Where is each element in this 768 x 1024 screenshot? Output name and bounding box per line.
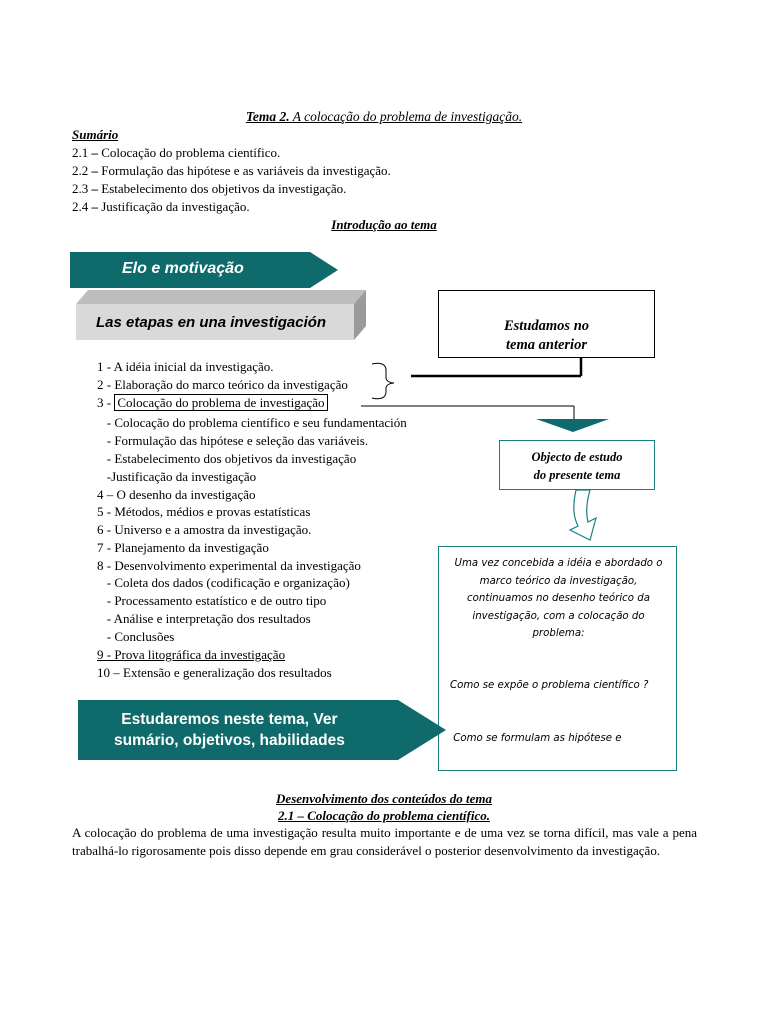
note-line: Como se expõe o problema científico ? <box>450 680 649 691</box>
note-line: continuamos no desenho teórico da <box>467 593 650 604</box>
step-item: - Processamento estatístico e de outro tipo <box>97 593 327 608</box>
intro-heading: Introdução ao tema <box>331 217 437 232</box>
step-item: -Justificação da investigação <box>97 469 257 484</box>
summary-item: 2.1 – Colocação do problema científico. <box>72 145 281 160</box>
estudaremos-arrow <box>78 700 448 760</box>
development-subheading: 2.1 – Colocação do problema científico. <box>278 808 490 823</box>
step-item: 4 – O desenho da investigação <box>97 487 256 502</box>
step-item: 3 - Colocação do problema de investigação <box>97 394 328 411</box>
step-item: 6 - Universo e a amostra da investigação. <box>97 522 312 537</box>
estudamos-line-2: tema anterior <box>506 337 587 353</box>
step-item: 8 - Desenvolvimento experimental da investigação <box>97 558 361 573</box>
estudaremos-line-2: sumário, objetivos, habilidades <box>114 732 345 749</box>
step-item: 7 - Planejamento da investigação <box>97 540 269 555</box>
estudaremos-line-1: Estudaremos neste tema, Ver <box>121 711 338 728</box>
title-text: A colocação do problema de investigação. <box>289 109 523 124</box>
step-item: 2 - Elaboração do marco teórico da investigação <box>97 377 348 392</box>
note-line: investigação, com a colocação do <box>472 610 645 622</box>
step-item: - Conclusões <box>97 629 175 644</box>
summary-item: 2.2 – Formulação das hipótese e as variáveis da investigação. <box>72 163 391 178</box>
note-line: problema: <box>532 628 585 639</box>
note-line: Como se formulam as hipótese e <box>450 732 622 744</box>
objecto-line-1: Objecto de estudo <box>531 450 623 464</box>
note-box <box>438 546 677 771</box>
objecto-line-2: do presente tema <box>533 468 621 482</box>
objecto-box <box>499 440 655 490</box>
title-topic: Tema 2. <box>245 109 290 124</box>
step-item: - Colocação do problema científico e seu fundamentación <box>97 415 407 430</box>
summary-item: 2.4 – Justificação da investigação. <box>72 199 250 214</box>
step-item: - Análise e interpretação dos resultados <box>97 611 311 626</box>
step-item: - Estabelecimento dos objetivos da investigação <box>97 451 357 466</box>
note-line: Uma vez concebida a idéia e abordado o <box>454 558 663 569</box>
step3-boxed: Colocação do problema de investigação <box>114 394 327 411</box>
step-item: - Coleta dos dados (codificação e organização) <box>97 575 350 590</box>
development-heading: Desenvolvimento dos conteúdos do tema <box>276 791 492 806</box>
estudamos-line-1: Estudamos no <box>503 318 590 334</box>
step-item: 10 – Extensão e generalização dos resultados <box>97 665 332 680</box>
elo-label: Elo e motivação <box>122 260 244 277</box>
step-item: 5 - Métodos, médios e provas estatísticas <box>97 504 311 519</box>
summary-item: 2.3 – Estabelecimento dos objetivos da investigação. <box>72 181 347 196</box>
note-line: marco teórico da investigação, <box>479 575 638 587</box>
development-paragraph: A colocação do problema de uma investigação resulta muito importante e de uma vez se torna difícil, mas vale a pena trabalhá-lo rigorosamente pois disso depende em grau considerável o posterior desenvolvimento da investigação. <box>72 825 697 858</box>
etapas-label: Las etapas en una investigación <box>96 314 327 331</box>
step-item: 9 - Prova litográfica da investigação <box>97 647 286 662</box>
summary-heading: Sumário <box>72 127 119 142</box>
step-item: - Formulação das hipótese e seleção das variáveis. <box>97 433 369 448</box>
step-item: 1 - A idéia inicial da investigação. <box>97 359 274 374</box>
